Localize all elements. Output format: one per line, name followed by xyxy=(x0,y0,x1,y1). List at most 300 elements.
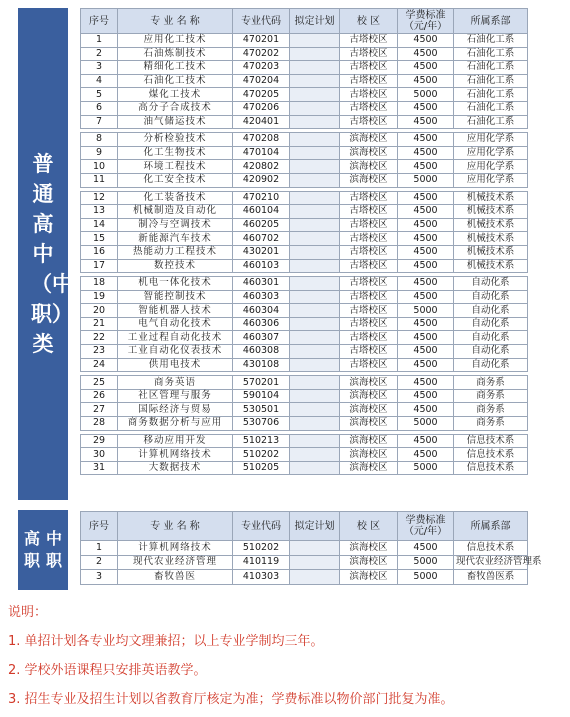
cell-fee: 4500 xyxy=(398,317,454,331)
cell-name: 智能控制技术 xyxy=(118,290,233,304)
table-row xyxy=(81,555,528,570)
cell-fee: 5000 xyxy=(398,555,454,570)
header-dept: 所属系部 xyxy=(454,512,528,541)
table-row xyxy=(81,133,528,147)
cell-code: 470206 xyxy=(233,101,290,115)
cell-fee: 5000 xyxy=(398,570,454,585)
cell-campus: 古塔校区 xyxy=(340,34,398,48)
cell-fee: 4500 xyxy=(398,47,454,61)
cell-dept: 现代农业经济管理系 xyxy=(454,555,528,570)
cell-fee: 4500 xyxy=(398,115,454,129)
cell-code: 470208 xyxy=(233,133,290,147)
cell-name: 工业过程自动化技术 xyxy=(118,331,233,345)
cell-seq: 29 xyxy=(81,434,118,448)
cell-name: 现代农业经济管理 xyxy=(118,555,233,570)
table-row xyxy=(81,232,528,246)
cell-name: 化工生物技术 xyxy=(118,146,233,160)
cell-name: 化工装备技术 xyxy=(118,191,233,205)
header-fee-unit: （元/年） xyxy=(403,526,448,537)
cell-campus: 滨海校区 xyxy=(340,417,398,431)
cell-seq: 4 xyxy=(81,74,118,88)
cell-name: 计算机网络技术 xyxy=(118,541,233,556)
cell-code: 430201 xyxy=(233,245,290,259)
cell-dept: 机械技术系 xyxy=(454,245,528,259)
cell-code: 460301 xyxy=(233,277,290,291)
cell-dept: 商务系 xyxy=(454,403,528,417)
cell-code: 470205 xyxy=(233,88,290,102)
header-code: 专业代码 xyxy=(233,9,290,34)
cell-seq: 27 xyxy=(81,403,118,417)
table-row xyxy=(81,259,528,273)
cell-code: 530501 xyxy=(233,403,290,417)
cell-fee: 4500 xyxy=(398,376,454,390)
table-row xyxy=(81,160,528,174)
cell-plan xyxy=(290,555,340,570)
cell-campus: 滨海校区 xyxy=(340,570,398,585)
cell-dept: 自动化系 xyxy=(454,331,528,345)
category-char: 职 xyxy=(45,551,62,570)
cell-fee: 4500 xyxy=(398,541,454,556)
cell-fee: 4500 xyxy=(398,133,454,147)
cell-fee: 5000 xyxy=(398,173,454,187)
table-row xyxy=(81,61,528,75)
header-plan: 拟定计划 xyxy=(290,9,340,34)
cell-campus: 古塔校区 xyxy=(340,47,398,61)
cell-seq: 9 xyxy=(81,146,118,160)
cell-code: 510205 xyxy=(233,461,290,475)
cell-seq: 3 xyxy=(81,570,118,585)
table-row xyxy=(81,173,528,187)
cell-plan xyxy=(290,160,340,174)
cell-campus: 滨海校区 xyxy=(340,448,398,462)
cell-fee: 4500 xyxy=(398,205,454,219)
cell-seq: 17 xyxy=(81,259,118,273)
cell-campus: 古塔校区 xyxy=(340,205,398,219)
cell-plan xyxy=(290,304,340,318)
cell-name: 分析检验技术 xyxy=(118,133,233,147)
cell-fee: 5000 xyxy=(398,461,454,475)
cell-campus: 滨海校区 xyxy=(340,434,398,448)
cell-name: 移动应用开发 xyxy=(118,434,233,448)
cell-plan xyxy=(290,403,340,417)
cell-seq: 2 xyxy=(81,47,118,61)
cell-name: 环境工程技术 xyxy=(118,160,233,174)
cell-seq: 1 xyxy=(81,541,118,556)
cell-fee: 4500 xyxy=(398,358,454,372)
cell-campus: 滨海校区 xyxy=(340,376,398,390)
cell-campus: 古塔校区 xyxy=(340,317,398,331)
cell-plan xyxy=(290,133,340,147)
cell-plan xyxy=(290,434,340,448)
cell-fee: 4500 xyxy=(398,191,454,205)
cell-seq: 5 xyxy=(81,88,118,102)
cell-name: 数控技术 xyxy=(118,259,233,273)
cell-name: 畜牧兽医 xyxy=(118,570,233,585)
enrollment-table-upgrade xyxy=(80,511,542,585)
table-row xyxy=(81,376,528,390)
cell-name: 电气自动化技术 xyxy=(118,317,233,331)
cell-name: 商务英语 xyxy=(118,376,233,390)
cell-plan xyxy=(290,115,340,129)
cell-plan xyxy=(290,74,340,88)
cell-code: 530706 xyxy=(233,417,290,431)
cell-seq: 22 xyxy=(81,331,118,345)
cell-plan xyxy=(290,173,340,187)
cell-code: 470202 xyxy=(233,47,290,61)
notes xyxy=(8,598,564,714)
cell-fee: 4500 xyxy=(398,259,454,273)
cell-seq: 3 xyxy=(81,61,118,75)
cell-dept: 信息技术系 xyxy=(454,434,528,448)
cell-fee: 4500 xyxy=(398,245,454,259)
header-campus: 校 区 xyxy=(340,9,398,34)
header-dept: 所属系部 xyxy=(454,9,528,34)
cell-dept: 商务系 xyxy=(454,389,528,403)
cell-code: 570201 xyxy=(233,376,290,390)
cell-name: 智能机器人技术 xyxy=(118,304,233,318)
table-row xyxy=(81,205,528,219)
cell-code: 460103 xyxy=(233,259,290,273)
cell-code: 430108 xyxy=(233,358,290,372)
cell-campus: 古塔校区 xyxy=(340,74,398,88)
cell-plan xyxy=(290,88,340,102)
cell-seq: 26 xyxy=(81,389,118,403)
table-row xyxy=(81,317,528,331)
cell-campus: 古塔校区 xyxy=(340,331,398,345)
cell-seq: 28 xyxy=(81,417,118,431)
cell-plan xyxy=(290,317,340,331)
cell-dept: 石油化工系 xyxy=(454,115,528,129)
cell-plan xyxy=(290,61,340,75)
cell-campus: 滨海校区 xyxy=(340,146,398,160)
cell-dept: 畜牧兽医系 xyxy=(454,570,528,585)
cell-code: 460304 xyxy=(233,304,290,318)
header-fee xyxy=(398,512,454,541)
cell-plan xyxy=(290,290,340,304)
cell-code: 460104 xyxy=(233,205,290,219)
table-row xyxy=(81,570,528,585)
table-row xyxy=(81,47,528,61)
table-row xyxy=(81,218,528,232)
cell-name: 热能动力工程技术 xyxy=(118,245,233,259)
cell-campus: 滨海校区 xyxy=(340,403,398,417)
cell-dept: 石油化工系 xyxy=(454,47,528,61)
cell-campus: 古塔校区 xyxy=(340,88,398,102)
cell-plan xyxy=(290,417,340,431)
table-row xyxy=(81,345,528,359)
cell-campus: 古塔校区 xyxy=(340,358,398,372)
table-row xyxy=(81,304,528,318)
cell-campus: 古塔校区 xyxy=(340,191,398,205)
table-row xyxy=(81,541,528,556)
table-row xyxy=(81,115,528,129)
header-fee-unit: （元/年） xyxy=(403,21,448,32)
table-row xyxy=(81,245,528,259)
cell-fee: 5000 xyxy=(398,88,454,102)
cell-campus: 滨海校区 xyxy=(340,461,398,475)
cell-plan xyxy=(290,461,340,475)
cell-name: 煤化工技术 xyxy=(118,88,233,102)
table-row xyxy=(81,191,528,205)
table-row xyxy=(81,34,528,48)
cell-seq: 31 xyxy=(81,461,118,475)
cell-plan xyxy=(290,34,340,48)
category-band-general xyxy=(18,8,73,500)
cell-campus: 滨海校区 xyxy=(340,541,398,556)
header-plan: 拟定计划 xyxy=(290,512,340,541)
table-row xyxy=(81,101,528,115)
cell-code: 470204 xyxy=(233,74,290,88)
cell-name: 机电一体化技术 xyxy=(118,277,233,291)
cell-campus: 古塔校区 xyxy=(340,218,398,232)
cell-seq: 23 xyxy=(81,345,118,359)
cell-name: 精细化工技术 xyxy=(118,61,233,75)
table-header-row xyxy=(81,512,528,541)
cell-fee: 4500 xyxy=(398,277,454,291)
cell-dept: 机械技术系 xyxy=(454,218,528,232)
cell-code: 510202 xyxy=(233,541,290,556)
cell-name: 应用化工技术 xyxy=(118,34,233,48)
cell-code: 470201 xyxy=(233,34,290,48)
cell-dept: 自动化系 xyxy=(454,304,528,318)
cell-plan xyxy=(290,345,340,359)
cell-name: 制冷与空调技术 xyxy=(118,218,233,232)
cell-seq: 12 xyxy=(81,191,118,205)
cell-code: 470203 xyxy=(233,61,290,75)
cell-dept: 信息技术系 xyxy=(454,461,528,475)
cell-seq: 21 xyxy=(81,317,118,331)
cell-campus: 古塔校区 xyxy=(340,304,398,318)
header-name: 专 业 名 称 xyxy=(118,512,233,541)
cell-dept: 信息技术系 xyxy=(454,541,528,556)
cell-fee: 5000 xyxy=(398,304,454,318)
cell-code: 470210 xyxy=(233,191,290,205)
cell-fee: 4500 xyxy=(398,34,454,48)
cell-fee: 4500 xyxy=(398,345,454,359)
cell-fee: 4500 xyxy=(398,448,454,462)
table-row xyxy=(81,331,528,345)
table-row xyxy=(81,146,528,160)
cell-code: 410303 xyxy=(233,570,290,585)
cell-campus: 古塔校区 xyxy=(340,115,398,129)
category-label-general: 普通高中（中职）类 xyxy=(31,152,73,356)
cell-seq: 18 xyxy=(81,277,118,291)
cell-code: 510213 xyxy=(233,434,290,448)
category-char: 中 xyxy=(45,529,62,548)
cell-fee: 4500 xyxy=(398,434,454,448)
cell-plan xyxy=(290,448,340,462)
cell-dept: 商务系 xyxy=(454,376,528,390)
table-row xyxy=(81,461,528,475)
cell-seq: 11 xyxy=(81,173,118,187)
cell-fee: 4500 xyxy=(398,101,454,115)
table-row xyxy=(81,389,528,403)
cell-name: 大数据技术 xyxy=(118,461,233,475)
header-name: 专 业 名 称 xyxy=(118,9,233,34)
note-item: 1. 单招计划各专业均文理兼招；以上专业学制均三年。 xyxy=(8,634,324,649)
cell-seq: 16 xyxy=(81,245,118,259)
cell-code: 460306 xyxy=(233,317,290,331)
cell-code: 420802 xyxy=(233,160,290,174)
table-row xyxy=(81,74,528,88)
cell-dept: 机械技术系 xyxy=(454,232,528,246)
cell-name: 供用电技术 xyxy=(118,358,233,372)
cell-plan xyxy=(290,541,340,556)
cell-plan xyxy=(290,245,340,259)
cell-code: 460308 xyxy=(233,345,290,359)
cell-plan xyxy=(290,47,340,61)
cell-seq: 6 xyxy=(81,101,118,115)
cell-name: 社区管理与服务 xyxy=(118,389,233,403)
header-fee-title: 学费标准 xyxy=(405,10,446,21)
cell-dept: 应用化学系 xyxy=(454,173,528,187)
category-label-upgrade xyxy=(21,528,65,572)
cell-campus: 古塔校区 xyxy=(340,277,398,291)
cell-campus: 古塔校区 xyxy=(340,290,398,304)
cell-plan xyxy=(290,232,340,246)
cell-fee: 5000 xyxy=(398,417,454,431)
cell-fee: 4500 xyxy=(398,160,454,174)
cell-seq: 10 xyxy=(81,160,118,174)
note-item: 3. 招生专业及招生计划以省教育厅核定为准；学费标准以物价部门批复为准。 xyxy=(8,692,454,707)
cell-name: 国际经济与贸易 xyxy=(118,403,233,417)
table-row xyxy=(81,448,528,462)
cell-code: 460303 xyxy=(233,290,290,304)
table-row xyxy=(81,277,528,291)
cell-seq: 15 xyxy=(81,232,118,246)
cell-campus: 古塔校区 xyxy=(340,259,398,273)
cell-dept: 应用化学系 xyxy=(454,146,528,160)
cell-plan xyxy=(290,191,340,205)
cell-seq: 13 xyxy=(81,205,118,219)
header-campus: 校 区 xyxy=(340,512,398,541)
cell-dept: 自动化系 xyxy=(454,290,528,304)
cell-name: 石油化工技术 xyxy=(118,74,233,88)
cell-plan xyxy=(290,376,340,390)
cell-dept: 自动化系 xyxy=(454,345,528,359)
cell-plan xyxy=(290,101,340,115)
cell-dept: 石油化工系 xyxy=(454,61,528,75)
cell-fee: 4500 xyxy=(398,403,454,417)
cell-dept: 应用化学系 xyxy=(454,160,528,174)
cell-name: 化工安全技术 xyxy=(118,173,233,187)
cell-plan xyxy=(290,389,340,403)
category-char: 高 xyxy=(23,529,40,548)
cell-dept: 石油化工系 xyxy=(454,88,528,102)
cell-seq: 14 xyxy=(81,218,118,232)
cell-code: 590104 xyxy=(233,389,290,403)
cell-fee: 4500 xyxy=(398,331,454,345)
cell-plan xyxy=(290,259,340,273)
notes-title: 说明： xyxy=(8,605,48,620)
table-row xyxy=(81,434,528,448)
cell-name: 油气储运技术 xyxy=(118,115,233,129)
cell-name: 机械制造及自动化 xyxy=(118,205,233,219)
cell-code: 460307 xyxy=(233,331,290,345)
cell-campus: 滨海校区 xyxy=(340,133,398,147)
cell-code: 420401 xyxy=(233,115,290,129)
cell-dept: 自动化系 xyxy=(454,317,528,331)
enrollment-table-general xyxy=(80,8,528,475)
cell-fee: 4500 xyxy=(398,232,454,246)
table-row xyxy=(81,403,528,417)
cell-fee: 4500 xyxy=(398,218,454,232)
cell-fee: 4500 xyxy=(398,61,454,75)
cell-seq: 2 xyxy=(81,555,118,570)
header-seq: 序号 xyxy=(81,512,118,541)
cell-dept: 商务系 xyxy=(454,417,528,431)
cell-name: 高分子合成技术 xyxy=(118,101,233,115)
cell-seq: 24 xyxy=(81,358,118,372)
table-row xyxy=(81,417,528,431)
cell-plan xyxy=(290,218,340,232)
cell-campus: 古塔校区 xyxy=(340,232,398,246)
cell-seq: 20 xyxy=(81,304,118,318)
cell-name: 石油炼制技术 xyxy=(118,47,233,61)
cell-seq: 25 xyxy=(81,376,118,390)
header-fee xyxy=(398,9,454,34)
cell-plan xyxy=(290,570,340,585)
cell-dept: 机械技术系 xyxy=(454,205,528,219)
cell-dept: 自动化系 xyxy=(454,277,528,291)
table-row xyxy=(81,358,528,372)
cell-plan xyxy=(290,358,340,372)
cell-code: 420902 xyxy=(233,173,290,187)
header-seq: 序号 xyxy=(81,9,118,34)
cell-campus: 古塔校区 xyxy=(340,345,398,359)
cell-fee: 4500 xyxy=(398,389,454,403)
cell-code: 470104 xyxy=(233,146,290,160)
cell-campus: 古塔校区 xyxy=(340,245,398,259)
table-header-row xyxy=(81,9,528,34)
table-row xyxy=(81,88,528,102)
cell-fee: 4500 xyxy=(398,146,454,160)
cell-dept: 应用化学系 xyxy=(454,133,528,147)
cell-plan xyxy=(290,277,340,291)
cell-name: 新能源汽车技术 xyxy=(118,232,233,246)
cell-code: 510202 xyxy=(233,448,290,462)
cell-dept: 信息技术系 xyxy=(454,448,528,462)
cell-fee: 4500 xyxy=(398,290,454,304)
cell-campus: 古塔校区 xyxy=(340,61,398,75)
cell-plan xyxy=(290,205,340,219)
cell-code: 410119 xyxy=(233,555,290,570)
category-char: 职 xyxy=(23,551,40,570)
cell-dept: 自动化系 xyxy=(454,358,528,372)
cell-campus: 滨海校区 xyxy=(340,160,398,174)
cell-seq: 8 xyxy=(81,133,118,147)
cell-name: 商务数据分析与应用 xyxy=(118,417,233,431)
cell-code: 460702 xyxy=(233,232,290,246)
cell-dept: 机械技术系 xyxy=(454,191,528,205)
note-item: 2. 学校外语课程只安排英语教学。 xyxy=(8,663,207,678)
cell-campus: 滨海校区 xyxy=(340,173,398,187)
cell-name: 工业自动化仪表技术 xyxy=(118,345,233,359)
cell-name: 计算机网络技术 xyxy=(118,448,233,462)
cell-fee: 4500 xyxy=(398,74,454,88)
header-code: 专业代码 xyxy=(233,512,290,541)
cell-seq: 30 xyxy=(81,448,118,462)
category-band-upgrade xyxy=(18,510,68,590)
cell-seq: 19 xyxy=(81,290,118,304)
header-fee-title: 学费标准 xyxy=(405,515,446,526)
cell-campus: 滨海校区 xyxy=(340,555,398,570)
cell-campus: 滨海校区 xyxy=(340,389,398,403)
cell-seq: 1 xyxy=(81,34,118,48)
cell-campus: 古塔校区 xyxy=(340,101,398,115)
cell-dept: 机械技术系 xyxy=(454,259,528,273)
cell-plan xyxy=(290,331,340,345)
